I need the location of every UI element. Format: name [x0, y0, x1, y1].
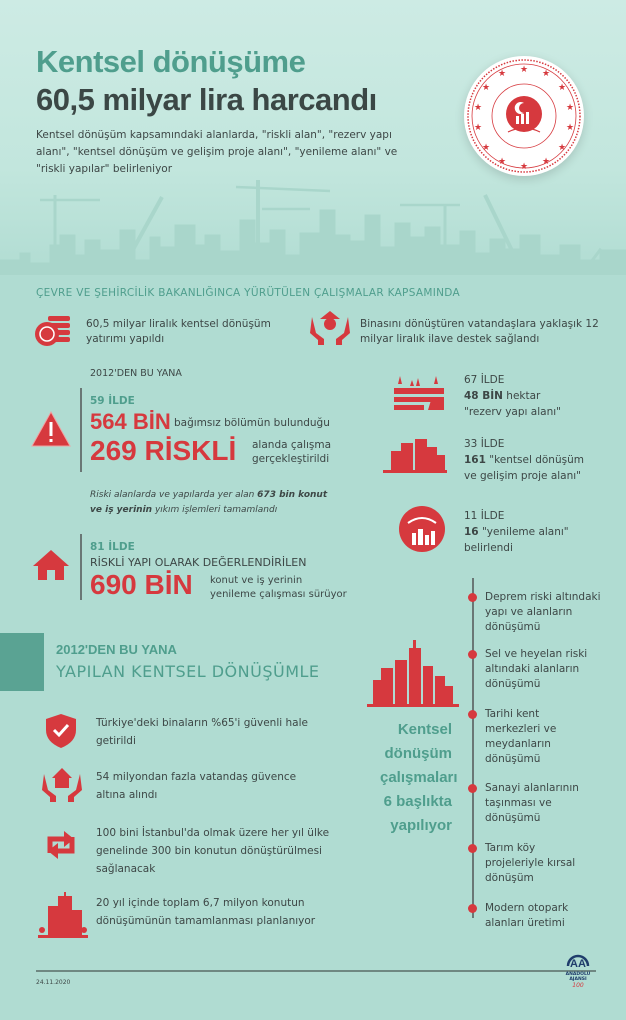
- timeline-dot: [468, 650, 477, 659]
- area-stat-provinces: 33 İLDE: [464, 438, 505, 450]
- risky-text-2: yenileme çalışması sürüyor: [210, 589, 347, 600]
- section-band: [0, 633, 44, 691]
- divider: [80, 388, 82, 472]
- timeline-item: Deprem riski altındaki yapı ve alanların dönüşümü: [485, 591, 601, 633]
- area-stat-value: 48 BİN hektar: [464, 390, 541, 402]
- since-2012-label: 2012'DEN BU YANA: [90, 368, 182, 379]
- area-stat-value: 16 "yenileme alanı": [464, 526, 569, 538]
- svg-text:★: ★: [565, 103, 575, 113]
- svg-text:★: ★: [497, 69, 507, 79]
- svg-text:★: ★: [541, 157, 551, 167]
- timeline-dot: [468, 844, 477, 853]
- big2-text-2: gerçekleştirildi: [252, 453, 330, 465]
- divider: [80, 534, 82, 600]
- title-line-2: 60,5 milyar lira harcandı: [36, 82, 377, 117]
- warning-triangle-icon: [30, 410, 72, 448]
- provinces-59: 59 İLDE: [90, 395, 135, 407]
- timeline-dot: [468, 710, 477, 719]
- risky-text-1: konut ve iş yerinin: [210, 575, 303, 586]
- svg-text:★: ★: [481, 143, 491, 153]
- big-269-riskli: 269 RİSKLİ: [90, 435, 237, 466]
- area-stat-label: belirlendi: [464, 542, 513, 554]
- provinces-81: 81 İLDE: [90, 541, 135, 553]
- timeline-item: Sanayi alanlarının taşınması ve dönüşümü: [485, 782, 579, 824]
- area-stat-provinces: 67 İLDE: [464, 374, 505, 386]
- svg-text:★: ★: [473, 123, 483, 133]
- shield-check-icon: [44, 712, 78, 750]
- big-564-bin: 564 BİN: [90, 409, 171, 434]
- result-item: 54 milyondan fazla vatandaş güvence altına alındı: [96, 771, 297, 801]
- agency-name: ANADOLU AJANSI: [565, 972, 591, 982]
- area-stat-label: "rezerv yapı alanı": [464, 406, 561, 418]
- timeline-line: [472, 578, 474, 918]
- svg-text:★: ★: [481, 83, 491, 93]
- svg-text:★: ★: [557, 143, 567, 153]
- svg-text:★: ★: [557, 83, 567, 93]
- timeline-item: Tarihi kent merkezleri ve meydanların dönüşümü: [485, 708, 557, 765]
- city-icon: [383, 437, 447, 473]
- timeline-dot: [468, 904, 477, 913]
- svg-text:AA: AA: [570, 958, 586, 968]
- area-stat-label: ve gelişim proje alanı": [464, 470, 582, 482]
- big2-text-1: alanda çalışma: [252, 439, 332, 451]
- timeline-item: Tarım köy projeleriyle kırsal dönüşüm: [485, 842, 576, 884]
- coins-icon: [34, 314, 72, 348]
- svg-text:★: ★: [473, 103, 483, 113]
- result-item: Türkiye'deki binaların %65'i güvenli hale getirildi: [96, 717, 308, 747]
- svg-text:★: ★: [519, 65, 529, 75]
- renewal-icon: [398, 505, 446, 553]
- recycle-arrows-icon: [42, 827, 80, 863]
- ministry-emblem-icon: [464, 56, 584, 176]
- hands-house-icon: [42, 766, 82, 804]
- agency-logo: [558, 950, 598, 989]
- house-icon: [31, 548, 71, 582]
- demolition-note: Riski alanlarda ve yapılarda yer alan 673 bin konut ve iş yerinin yıkım işlemleri tamamlandı: [90, 490, 328, 515]
- aa-logo-icon: [565, 950, 591, 968]
- ministry-seal-logo: [464, 56, 584, 176]
- buildings-icon: [38, 892, 88, 938]
- fact-support: Binasını dönüştüren vatandaşlara yaklaşık 12 milyar liralık ilave destek sağlandı: [360, 318, 599, 345]
- fact-investment: 60,5 milyar liralık kentsel dönüşüm yatırımı yapıldı: [86, 318, 271, 345]
- risky-label: RİSKLİ YAPI OLARAK DEĞERLENDİRİLEN: [90, 556, 307, 569]
- svg-text:★: ★: [565, 123, 575, 133]
- band-title-2: YAPILAN KENTSEL DÖNÜŞÜMLE: [56, 662, 320, 681]
- intro-paragraph: Kentsel dönüşüm kapsamındaki alanlarda, "riskli alan", "rezerv yapı alanı", "kentsel dönüşüm ve gelişim proje alanı", "yenileme alanı" ve "riskli yapılar" belirleniyor: [36, 129, 398, 175]
- fields-icon: [392, 372, 446, 412]
- timeline-item: Modern otopark alanları üretimi: [485, 902, 569, 929]
- hands-house-money-icon: [310, 309, 350, 347]
- svg-text:★: ★: [497, 157, 507, 167]
- six-headings-title: Kentsel dönüşüm çalışmaları 6 başlıkta yapılıyor: [380, 721, 458, 834]
- construction-skyline-illustration: [0, 175, 626, 275]
- timeline-item: Sel ve heyelan riski altındaki alanların dönüşümü: [485, 648, 588, 690]
- section-title: ÇEVRE VE ŞEHİRCİLİK BAKANLIĞINCA YÜRÜTÜLEN ÇALIŞMALAR KAPSAMINDA: [36, 287, 460, 299]
- svg-text:★: ★: [541, 69, 551, 79]
- footer-divider: [36, 970, 596, 972]
- anniversary-mark: 100: [572, 982, 584, 989]
- band-title-1: 2012'DEN BU YANA: [56, 642, 177, 657]
- area-stat-value: 161 "kentsel dönüşüm: [464, 454, 584, 466]
- svg-text:★: ★: [519, 162, 529, 172]
- big1-text: bağımsız bölümün bulunduğu: [174, 417, 330, 429]
- result-item: 100 bini İstanbul'da olmak üzere her yıl ülke genelinde 300 bin konutun dönüştürülmesi sağlanacak: [96, 827, 330, 875]
- skyscrapers-icon: [367, 640, 459, 708]
- timeline-dot: [468, 593, 477, 602]
- big-690-bin: 690 BİN: [90, 569, 193, 600]
- area-stat-provinces: 11 İLDE: [464, 510, 505, 522]
- timeline-dot: [468, 784, 477, 793]
- result-item: 20 yıl içinde toplam 6,7 milyon konutun dönüşümünün tamamlanması planlanıyor: [96, 897, 316, 927]
- publish-date: 24.11.2020: [36, 979, 71, 986]
- title-line-1: Kentsel dönüşüme: [36, 44, 306, 79]
